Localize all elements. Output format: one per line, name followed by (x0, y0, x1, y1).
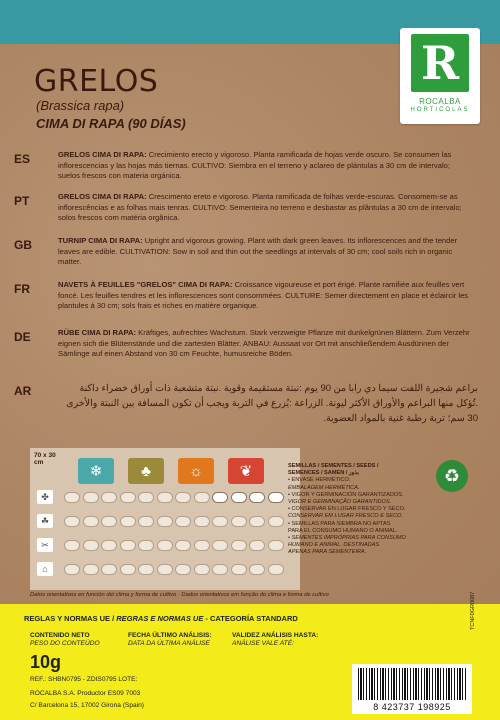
logo-letter: R (420, 36, 460, 90)
legend-line: SEMENCES / SAMEN / بذور (288, 470, 359, 477)
description-text: Kräftiges, aufrechtes Wachstum. Stark verzweigte Pflanze mit dunkelgrünen Blättern. Zum Verzehr eignen sich die Blütenstände und die zartesten Blätter. ANBAU: Aussaat vor Ort mit anschließendem Ausdünnen der Sämlinge auf einen Abstand von 30 cm Feuchte, humusreiche Böden. (58, 328, 470, 358)
legend-line: PARA EL CONSUMO HUMANO O ANIMAL. (288, 527, 398, 534)
lang-code: AR (14, 384, 32, 398)
calendar-cell (231, 540, 247, 551)
analysis-validity-es: VALIDEZ ANÁLISIS HASTA: (232, 632, 319, 639)
calendar-cell (138, 492, 154, 503)
calendar-cell (175, 516, 191, 527)
legend-line: • SEMILLAS PARA SIEMBRA NO APTAS (288, 520, 391, 527)
variety-name: GRELOS CIMA DI RAPA: (58, 192, 147, 201)
calendar-cell (64, 564, 80, 575)
variety-name: RÜBE CIMA DI RAPA: (58, 328, 137, 337)
calendar-cell (64, 492, 80, 503)
calendar-cell (212, 540, 228, 551)
content-label-es: CONTENIDO NETO (30, 632, 90, 639)
calendar-cell (138, 564, 154, 575)
calendar-cell (120, 564, 136, 575)
lang-code: GB (14, 238, 32, 252)
spacing-label: 70 x 30 cm (34, 452, 56, 466)
legend-line: • SEMENTES IMPRÓPRIAS PARA CONSUMO (288, 535, 406, 542)
barcode (352, 664, 472, 714)
arabic-text: براعم شجيرة اللفت سيما دي رابا من 90 يوم :نبتة مستقيمة وقوية .نبتة متشعبة ذات أوراق خضراء داكنة .تُؤكل منها البراعم والأوراق الأكثر ليونة. الزراعة :يُزرع في التربة ويجب أن تكون المسافة بين النبتة والأخرى 30 سم؛ تربة رطبة غنية بالمواد العضوية. (66, 383, 478, 424)
calendar-cell (194, 516, 210, 527)
calendar-cell (249, 564, 265, 575)
calendar-cell (83, 492, 99, 503)
calendar-cell (64, 540, 80, 551)
snowflake-icon: ❄ (78, 458, 114, 484)
calendar-cell (138, 540, 154, 551)
calendar-cell (268, 516, 284, 527)
description-fr (14, 280, 474, 312)
calendar-cell (64, 516, 80, 527)
net-weight: 10g (30, 652, 62, 672)
calendar-cell (268, 564, 284, 575)
calendar-cell (231, 492, 247, 503)
calendar-cell (120, 492, 136, 503)
logo-mark (411, 34, 469, 92)
description-pt (14, 192, 474, 224)
calendar-cell (268, 540, 284, 551)
calendar-cell (231, 516, 247, 527)
disclaimer: Datos orientativos en función del clima y forma de cultivo · Dados orientativos em função do clima e forma de cultivo (30, 592, 329, 598)
lang-code: PT (14, 194, 30, 208)
description-gb (14, 236, 474, 268)
brand-name: ROCALBA (419, 97, 461, 106)
description-es (14, 150, 474, 182)
vertical-code: TCNF0GR0087 (470, 591, 476, 630)
calendar-cell (83, 516, 99, 527)
address: C/ Barcelona 15, 17002 Girona (Spain) (30, 702, 144, 709)
product-variety: CIMA DI RAPA (90 DÍAS) (36, 116, 186, 131)
rules-pt: REGRAS E NORMAS UE (116, 614, 204, 623)
content-label (30, 632, 100, 648)
analysis-validity-pt: ANÁLISE VALE ATÉ: (232, 640, 294, 647)
sprout-icon: ♣ (128, 458, 164, 484)
calendar-cell (249, 516, 265, 527)
calendar-cell (175, 492, 191, 503)
calendar-cell (157, 516, 173, 527)
rules-category: - CATEGORÍA STANDARD (203, 614, 298, 623)
product-latin: (Brassica rapa) (36, 98, 125, 113)
calendar-cell (157, 492, 173, 503)
legend-line: APENAS PARA SEMENTEIRA. (288, 549, 367, 556)
legend-line: SEMILLAS / SEMENTES / SEEDS / (288, 463, 379, 469)
brand-sub: HORTICOLAS (410, 107, 470, 113)
barcode-number: 8 423737 198925 (373, 702, 451, 712)
calendar-cell (268, 492, 284, 503)
lang-code: FR (14, 282, 30, 296)
calendar-cell (101, 540, 117, 551)
lang-code: ES (14, 152, 31, 166)
transplant-icon: ☘ (37, 514, 53, 528)
calendar-cell (120, 540, 136, 551)
calendar-cell (157, 564, 173, 575)
leaf-icon: ❦ (228, 458, 264, 484)
seed-legend (288, 463, 418, 557)
calendar-cell (101, 492, 117, 503)
lang-code: DE (14, 330, 31, 344)
analysis-validity (232, 632, 318, 648)
description-text: Crescimento ereto e vigoroso. Planta ramificada de folhas verde-escuras. Consomem-se as inflorescências e as folhas mais tenras. CULTIVO: Sementeira no terreno e desbastar as plântulas a 30 cm de intervalo; solos frescos com matéria orgânica. (58, 192, 462, 222)
analysis-date-es: FECHA ÚLTIMO ANÁLISIS: (128, 632, 212, 639)
analysis-date-pt: DATA DA ÚLTIMA ANÁLISE (128, 640, 210, 647)
description-text: Croissance vigoureuse et port érigé. Plante ramifiée aux feuilles vert foncé. Les feuilles tendres et les inflorescences sont consommées. CULTURE: Semer directement en place et éclaircir les plantules à 30 cm; sols frais et riches en matière organique. (58, 280, 469, 310)
rules-es: REGLAS Y NORMAS UE / (24, 614, 117, 623)
rules-heading (24, 614, 298, 623)
legend-line: • VIGOR Y GERMINACIÓN GARANTIZADOS. (288, 491, 404, 498)
legend-line: • CONSERVAR EN LUGAR FRESCO Y SECO. (288, 506, 406, 513)
calendar-cell (175, 540, 191, 551)
brand-logo (400, 28, 480, 124)
barcode-bars (358, 668, 466, 700)
description-text: Crecimiento erecto y vigoroso. Planta ramificada de hojas verde oscuro. Se consumen las inflorescencias y las hojas más tiernas. CULTIVO: Siembra en el terreno y aclareo de plántulas a 30 cm de intervalo; suelos frescos con materia orgánica. (58, 150, 452, 180)
sun-icon: ☼ (178, 458, 214, 484)
calendar-cell (194, 492, 210, 503)
sowing-icon: ✤ (37, 490, 53, 504)
calendar-cell (194, 540, 210, 551)
calendar-cell (212, 516, 228, 527)
legend-line: HUMANO E ANIMAL. DESTINADAS (288, 542, 380, 549)
calendar-cell (212, 564, 228, 575)
calendar-cell (249, 492, 265, 503)
variety-name: GRELOS CIMA DI RAPA: (58, 150, 147, 159)
legend-line: • ENVASE HERMÉTICO. (288, 477, 351, 484)
calendar-cell (101, 564, 117, 575)
description-text: Upright and vigorous growing. Plant with dark green leaves. Its inflorescences and the tender leaves are edible. CULTIVATION: Sow in soil and thin out the seedlings at intervals of 30 cm; cool soils rich in organic matter. (58, 236, 458, 266)
description-de (14, 328, 474, 360)
variety-name: NAVETS À FEUILLES "GRELOS" CIMA DI RAPA: (58, 280, 233, 289)
legend-line: EMBALAGEM HERMÉTICA. (288, 484, 360, 491)
calendar-cell (101, 516, 117, 527)
calendar-cell (138, 516, 154, 527)
reference: REF.: SHBN0795 - ZDIS0795 LOTE: (30, 676, 138, 683)
producer: ROCALBA S.A. Productor ES09 7003 (30, 690, 141, 697)
calendar-cell (157, 540, 173, 551)
calendar-cell (83, 564, 99, 575)
legend-line: CONSERVAR EM LUGAR FRESCO E SECO. (288, 513, 403, 520)
analysis-date (128, 632, 212, 648)
calendar-cell (212, 492, 228, 503)
calendar-cell (249, 540, 265, 551)
content-label-pt: PESO DO CONTEÚDO (30, 640, 100, 647)
calendar-cell (120, 516, 136, 527)
product-title: GRELOS (34, 64, 159, 99)
calendar-cell (194, 564, 210, 575)
legend-line: VIGOR E GERMINAÇÃO GARANTIDOS. (288, 499, 392, 506)
calendar-cell (231, 564, 247, 575)
greenhouse-icon: ⌂ (37, 562, 53, 576)
harvest-icon: ✂ (37, 538, 53, 552)
calendar-cell (175, 564, 191, 575)
calendar-cell (83, 540, 99, 551)
recycle-icon: ♻ (436, 460, 468, 492)
variety-name: TURNIP CIMA DI RAPA: (58, 236, 143, 245)
